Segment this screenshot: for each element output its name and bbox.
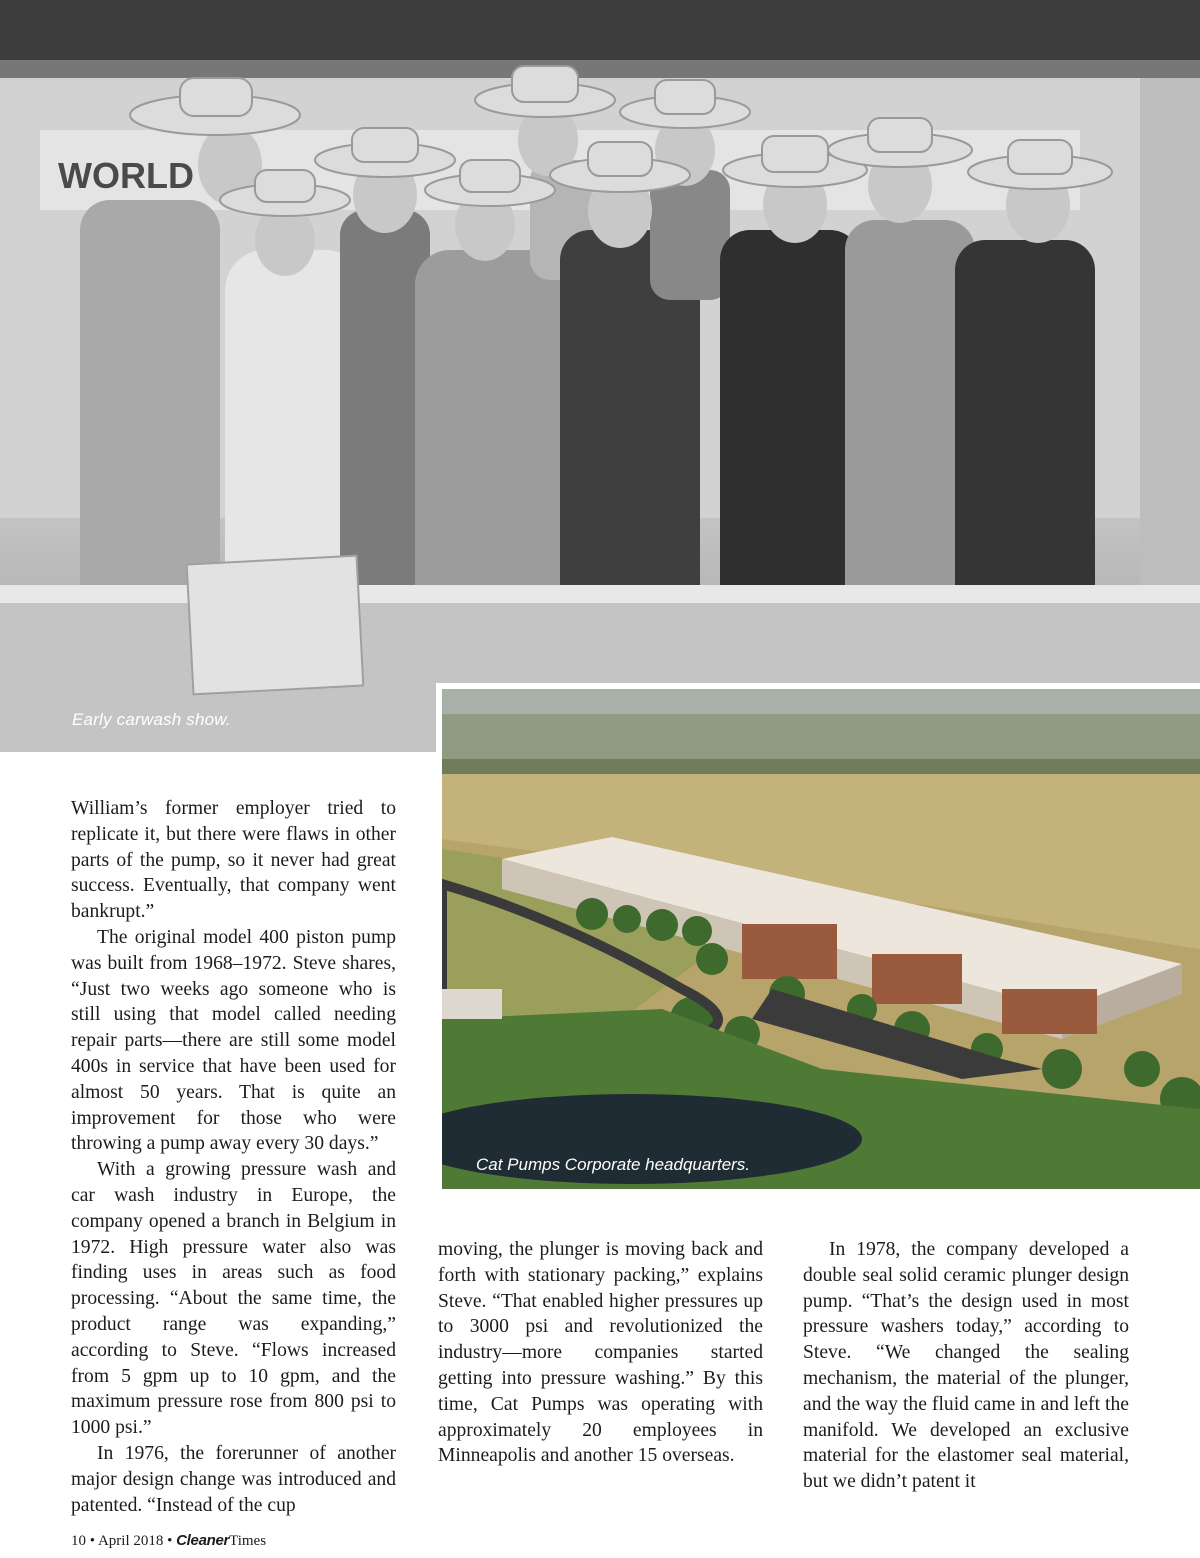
footer-bullet: • [89,1533,96,1549]
headquarters-photo [436,683,1200,1195]
paragraph: In 1976, the forerunner of another major design change was introduced and patented. “Instead of the cup [71,1442,396,1516]
article-column-2 [438,1237,763,1469]
paragraph: William’s former employer tried to replicate it, but there were flaws in other parts of the pump, so it never had great success. Eventually, that company went bankrupt.” [71,798,396,923]
magazine-name-bold: Cleaner [176,1532,230,1549]
paragraph: In 1978, the company developed a double seal solid ceramic plunger design pump. “That’s the design used in most pressure washers today,” according to Steve. “We changed the sealing mechanism, the material of the plunger, and the way the fluid came in and left the manifold. We developed an exclusive material for the elastomer seal material, but we didn’t patent it [803,1239,1129,1493]
magazine-name-rest: Times [229,1533,267,1549]
article-column-1 [71,796,396,1518]
paragraph: The original model 400 piston pump was built from 1968–1972. Steve shares, “Just two weeks ago someone who is still using that model called needing repair parts—there are still some model 400s in service that have been used for almost 50 years. That is quite an improvement for those who were throwing a pump away every 30 days.” [71,926,396,1155]
page-footer [71,1532,266,1550]
paragraph: With a growing pressure wash and car wash industry in Europe, the company opened a branch in Belgium in 1972. High pressure water also was finding uses in areas such as food processing. “About the same time, the product range was expanding,” according to Steve. “Flows increased from 5 gpm up to 10 gpm, and the maximum pressure rose from 800 psi to 1000 psi.” [71,1159,396,1439]
footer-bullet: • [167,1533,173,1549]
booth-sign-text: WORLD [58,155,194,196]
paragraph: moving, the plunger is moving back and forth with stationary packing,” explains Steve. “That enabled higher pressures up to 3000 psi and revolutionized the industry—more companies started getting into pressure washing.” By this time, Cat Pumps was operating with approximately 20 employees in Minneapolis and another 15 overseas. [438,1239,763,1467]
page-number: 10 [71,1533,86,1549]
trade-show-photo-art [0,0,1200,752]
top-photo-caption: Early carwash show. [72,710,231,729]
headquarters-photo-frame [442,689,1200,1189]
article-column-3 [803,1237,1129,1495]
trade-show-photo [0,0,1200,752]
aerial-photo-caption: Cat Pumps Corporate headquarters. [476,1155,751,1174]
issue-date: April 2018 [97,1533,164,1549]
headquarters-photo-art [442,689,1200,1189]
